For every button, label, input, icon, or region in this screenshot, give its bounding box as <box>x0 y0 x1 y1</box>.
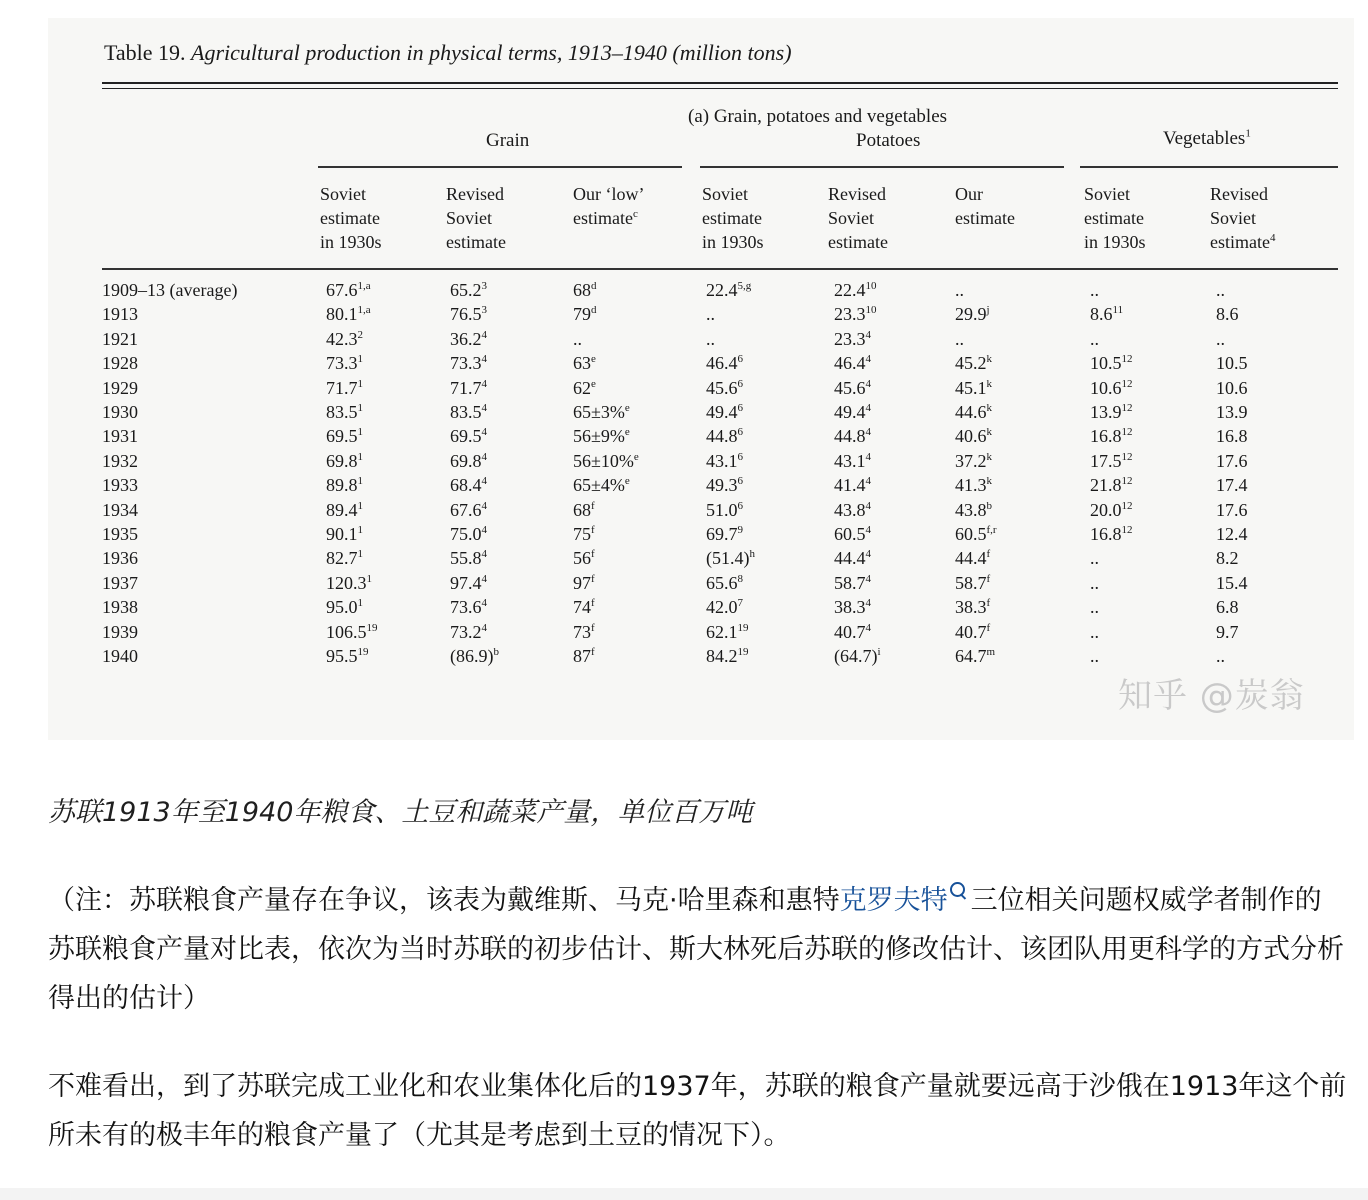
table-cell: 65.2$^3$ <box>450 280 487 300</box>
table-cell: 51.0$^6$ <box>706 499 743 520</box>
table-cell: .. <box>1090 328 1099 349</box>
table-row <box>48 280 1354 304</box>
table-cell: 95.0$^1$ <box>326 597 363 618</box>
table-cell: 69.7$^9$ <box>706 524 743 544</box>
table-cell: .. <box>955 328 964 349</box>
table-cell: 17.5$^{12}$ <box>1090 450 1133 471</box>
table-cell: 73$^f$ <box>573 621 595 642</box>
table-row <box>48 622 1354 646</box>
table-cell: 73.3$^1$ <box>326 353 363 374</box>
table-cell: 56$^f$ <box>573 548 595 569</box>
table-row <box>48 475 1354 499</box>
table-row <box>48 646 1354 670</box>
table-cell: 38.3$^f$ <box>955 597 991 618</box>
table-cell: 17.4 <box>1216 475 1248 496</box>
section-heading: (a) Grain, potatoes and vegetables <box>688 106 948 127</box>
table-cell: 60.5$^{f,r}$ <box>955 524 997 544</box>
table-cell: 43.1$^6$ <box>706 450 743 471</box>
table-cell: 17.6 <box>1216 450 1248 471</box>
table-cell: 42.3$^2$ <box>326 328 363 349</box>
table-cell: 76.5$^3$ <box>450 304 487 325</box>
table-cell: 120.3$^1$ <box>326 572 372 593</box>
table-cell: 44.6$^k$ <box>955 402 992 422</box>
table-cell: 49.3$^6$ <box>706 475 743 496</box>
table-cell: 45.6$^4$ <box>834 377 871 398</box>
table-cell: 67.6$^4$ <box>450 499 487 520</box>
table-cell: 69.5$^1$ <box>326 426 363 447</box>
table-cell: 22.4$^{10}$ <box>834 280 877 300</box>
column-header: Revised Soviet estimate <box>446 184 506 252</box>
column-header: Revised Soviet estimate <box>828 184 888 252</box>
table-cell: 45.6$^6$ <box>706 377 743 398</box>
table-cell: 62e <box>573 377 596 398</box>
table-cell: 80.1$^{1,a}$ <box>326 304 371 325</box>
row-year: 1936 <box>102 548 138 569</box>
table-cell: 20.0$^{12}$ <box>1090 499 1133 520</box>
table-cell: .. <box>1216 646 1225 666</box>
row-year: 1932 <box>102 450 138 471</box>
table-cell: 45.1$^k$ <box>955 377 992 398</box>
table-cell: 22.4$^{5,g}$ <box>706 280 752 300</box>
table-cell: 75$^f$ <box>573 524 595 544</box>
row-year: 1931 <box>102 426 138 447</box>
table-cell: 49.4$^4$ <box>834 402 871 422</box>
table-cell: 95.5$^{19}$ <box>326 646 369 666</box>
note-paragraph: （注：苏联粮食产量存在争议，该表为戴维斯、马克·哈里森和惠特克罗夫特 三位相关问题权威学者制作的苏联粮食产量对比表，依次为当时苏联的初步估计、斯大林死后苏联的修改估计、该团队用更科学的方式分析得出的估计） <box>48 876 1348 1023</box>
row-year: 1909–13 (average) <box>102 280 238 300</box>
table-cell: 64.7$^m$ <box>955 646 996 666</box>
table-image <box>48 18 1354 740</box>
table-cell: 42.0$^7$ <box>706 597 743 618</box>
table-row <box>48 329 1354 353</box>
table-cell: 58.7$^f$ <box>955 572 991 593</box>
table-cell: 44.8$^4$ <box>834 426 871 447</box>
table-cell: 73.3$^4$ <box>450 353 487 374</box>
table-cell: 55.8$^4$ <box>450 548 487 569</box>
table-cell: 75.0$^4$ <box>450 524 487 544</box>
row-year: 1930 <box>102 402 138 422</box>
table-cell: 44.8$^6$ <box>706 426 743 447</box>
table-title: Table 19. Agricultural production in physical terms, 1913–1940 (million tons) <box>104 40 792 65</box>
body-paragraph: 不难看出，到了苏联完成工业化和农业集体化后的1937年，苏联的粮食产量就要远高于沙俄在1913年这个前所未有的极丰年的粮食产量了（尤其是考虑到土豆的情况下）。 <box>48 1071 1347 1151</box>
table-cell: 68$^d$ <box>573 280 597 300</box>
table-cell: 44.4$^4$ <box>834 548 871 569</box>
table-cell: 97$^f$ <box>573 572 595 593</box>
search-icon[interactable] <box>950 882 965 897</box>
column-header: Soviet estimate in 1930s <box>1084 184 1146 252</box>
table-cell: 68.4$^4$ <box>450 475 487 496</box>
table-row <box>48 548 1354 572</box>
column-header: Our estimate <box>955 184 1015 228</box>
table-cell: 10.5$^{12}$ <box>1090 353 1133 374</box>
table-row <box>48 597 1354 621</box>
row-year: 1921 <box>102 328 138 349</box>
table-cell: .. <box>1090 548 1099 569</box>
table-cell: 40.6$^k$ <box>955 426 992 447</box>
table-cell: 6.8 <box>1216 597 1239 618</box>
table-cell: 44.4$^f$ <box>955 548 991 569</box>
table-cell: 36.2$^4$ <box>450 328 487 349</box>
table-cell: 16.8 <box>1216 426 1248 447</box>
row-year: 1937 <box>102 572 138 593</box>
row-year: 1913 <box>102 304 138 325</box>
table-cell: 12.4 <box>1216 524 1248 544</box>
table-row <box>48 451 1354 475</box>
table-row <box>48 500 1354 524</box>
column-header: Our ‘low’ estimate$^c$ <box>573 184 645 228</box>
group-grain: Grain <box>486 130 530 151</box>
row-year: 1934 <box>102 499 138 520</box>
table-cell: 41.3$^k$ <box>955 475 992 496</box>
table-cell: 97.4$^4$ <box>450 572 487 593</box>
table-cell: .. <box>1090 280 1099 300</box>
table-cell: $(64.7)^i$ <box>834 646 881 666</box>
table-cell: .. <box>1090 597 1099 618</box>
table-cell: 73.2$^4$ <box>450 621 487 642</box>
table-cell: .. <box>1090 646 1099 666</box>
table-cell: 16.8$^{12}$ <box>1090 426 1133 447</box>
table-cell: 87$^f$ <box>573 646 595 666</box>
top-rule-thin <box>102 88 1338 89</box>
table-cell: 10.6 <box>1216 377 1248 398</box>
group-vegetables: Vegetables$^1$ <box>1163 127 1251 149</box>
image-caption: 苏联1913年至1940年粮食、土豆和蔬菜产量，单位百万吨 <box>48 797 753 828</box>
table-cell: 10.5 <box>1216 353 1248 374</box>
table-cell: .. <box>706 328 715 349</box>
table-cell: .. <box>1090 621 1099 642</box>
table-cell: 67.6$^{1,a}$ <box>326 280 371 300</box>
table-cell: .. <box>1216 280 1225 300</box>
table-cell: 40.7$^f$ <box>955 621 991 642</box>
table-cell: 63e <box>573 353 596 374</box>
row-year: 1928 <box>102 353 138 374</box>
table-cell: .. <box>955 280 964 300</box>
table-cell: $(51.4)^h$ <box>706 548 755 569</box>
column-header: Soviet estimate in 1930s <box>320 184 382 252</box>
header-rule <box>102 268 1338 270</box>
table-cell: 23.3$^{10}$ <box>834 304 877 325</box>
table-row <box>48 378 1354 402</box>
table-cell: 60.5$^4$ <box>834 524 871 544</box>
table-cell: 46.4$^4$ <box>834 353 871 374</box>
table-cell: 13.9$^{12}$ <box>1090 402 1133 422</box>
table-cell: .. <box>1216 328 1225 349</box>
row-year: 1938 <box>102 597 138 618</box>
table-row <box>48 524 1354 548</box>
table-cell: 29.9$^j$ <box>955 304 990 325</box>
table-cell: 82.7$^1$ <box>326 548 363 569</box>
table-cell: 40.7$^4$ <box>834 621 871 642</box>
table-cell: 89.8$^1$ <box>326 475 363 496</box>
table-cell: 65±4%$^e$ <box>573 475 630 496</box>
table-cell: 37.2$^k$ <box>955 450 992 471</box>
table-row <box>48 304 1354 328</box>
table-cell: 69.8$^4$ <box>450 450 487 471</box>
table-cell: 43.1$^4$ <box>834 450 871 471</box>
bottom-divider <box>0 1188 1368 1200</box>
table-cell: 16.8$^{12}$ <box>1090 524 1133 544</box>
top-rule <box>102 82 1338 84</box>
table-cell: 69.5$^4$ <box>450 426 487 447</box>
table-cell: 8.2 <box>1216 548 1239 569</box>
table-cell: 41.4$^4$ <box>834 475 871 496</box>
table-cell: 65.6$^8$ <box>706 572 743 593</box>
table-cell: 73.6$^4$ <box>450 597 487 618</box>
table-cell: 62.1$^{19}$ <box>706 621 749 642</box>
table-cell: .. <box>1090 572 1099 593</box>
row-year: 1935 <box>102 524 138 544</box>
row-year: 1929 <box>102 377 138 398</box>
table-cell: 89.4$^1$ <box>326 499 363 520</box>
table-cell: 10.6$^{12}$ <box>1090 377 1133 398</box>
grain-rule <box>318 166 682 168</box>
column-header: Revised Soviet estimate$^4$ <box>1210 184 1276 252</box>
table-cell: 83.5$^4$ <box>450 402 487 422</box>
table-cell: 49.4$^6$ <box>706 402 743 422</box>
row-year: 1940 <box>102 646 138 666</box>
table-cell: 56±10%$^e$ <box>573 450 639 471</box>
table-cell: 8.6 <box>1216 304 1239 325</box>
table-cell: 13.9 <box>1216 402 1248 422</box>
table-cell: 15.4 <box>1216 572 1248 593</box>
table-cell: $(86.9)^b$ <box>450 646 499 666</box>
table-cell: 71.7$^1$ <box>326 377 363 398</box>
table-cell: 58.7$^4$ <box>834 572 871 593</box>
row-year: 1939 <box>102 621 138 642</box>
table-cell: 90.1$^1$ <box>326 524 363 544</box>
table-cell: 79$^d$ <box>573 304 597 325</box>
keyword-link[interactable]: 克罗夫特 <box>839 885 948 916</box>
table-cell: 71.7$^4$ <box>450 377 487 398</box>
table-cell: $8.6^{11}$ <box>1090 304 1124 325</box>
table-cell: 46.4$^6$ <box>706 353 743 374</box>
table-cell: 69.8$^1$ <box>326 450 363 471</box>
table-cell: 38.3$^4$ <box>834 597 871 618</box>
table-row <box>48 353 1354 377</box>
table-cell: .. <box>706 304 715 325</box>
table-cell: 17.6 <box>1216 499 1248 520</box>
table-cell: 23.3$^4$ <box>834 328 871 349</box>
table-cell: 56±9%$^e$ <box>573 426 630 447</box>
table-cell: 9.7 <box>1216 621 1239 642</box>
table-cell: 65±3%$^e$ <box>573 402 630 422</box>
table-cell: 43.8$^4$ <box>834 499 871 520</box>
table-row <box>48 402 1354 426</box>
row-year: 1933 <box>102 475 138 496</box>
table-cell: 43.8$^b$ <box>955 499 992 520</box>
table-cell: 83.5$^1$ <box>326 402 363 422</box>
table-cell: 68$^f$ <box>573 499 595 520</box>
table-row <box>48 426 1354 450</box>
table-cell: .. <box>573 328 582 349</box>
table-cell: 45.2$^k$ <box>955 353 992 374</box>
group-potatoes: Potatoes <box>856 130 921 151</box>
table-cell: 74$^f$ <box>573 597 595 618</box>
column-header: Soviet estimate in 1930s <box>702 184 764 252</box>
table-cell: 21.8$^{12}$ <box>1090 475 1133 496</box>
vegetables-rule <box>1080 166 1338 168</box>
watermark: 知乎 @炭翁 <box>1118 676 1305 716</box>
table-cell: 106.5$^{19}$ <box>326 621 378 642</box>
potatoes-rule <box>700 166 1064 168</box>
table-row <box>48 573 1354 597</box>
table-cell: 84.2$^{19}$ <box>706 646 749 666</box>
